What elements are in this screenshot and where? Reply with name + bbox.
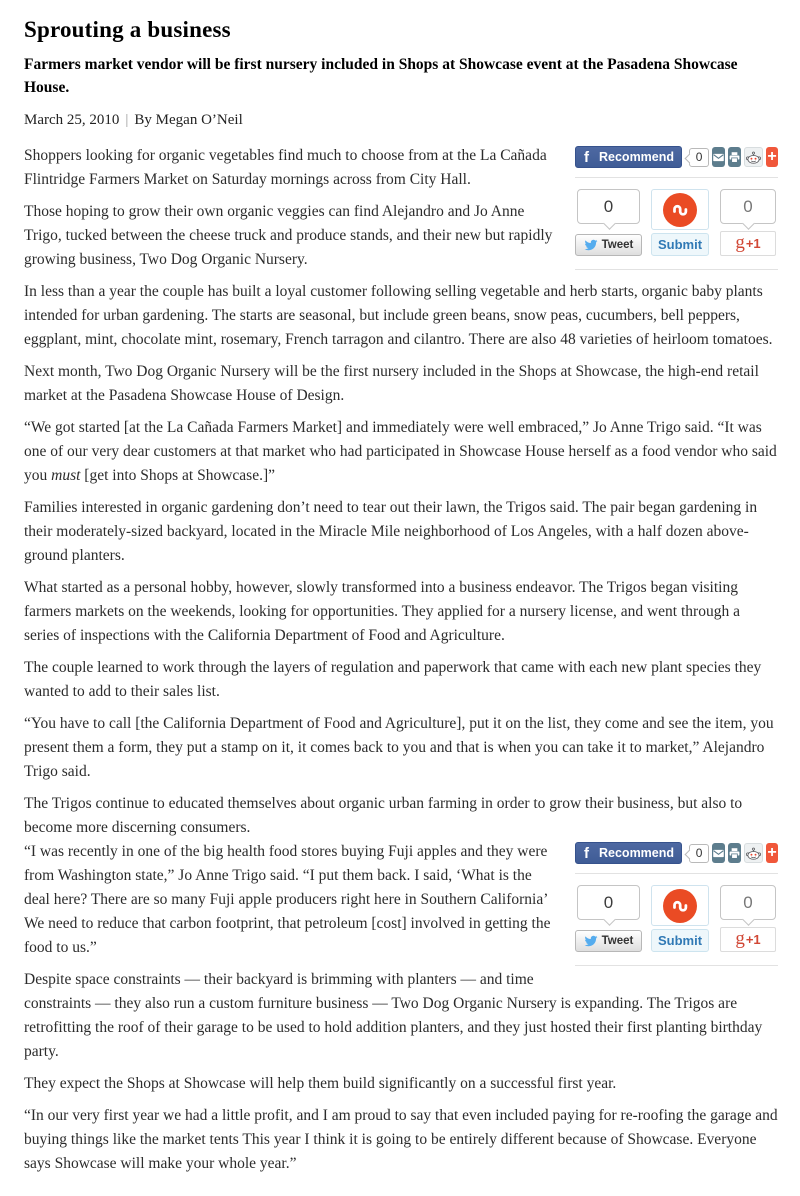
- social-share-widget-top: [575, 146, 778, 270]
- stumbleupon-submit-button[interactable]: Submit: [651, 233, 709, 256]
- gplus-widget: [720, 189, 776, 256]
- article-subtitle: Farmers market vendor will be first nursery included in Shops at Showcase event at the Pasadena Showcase House.: [24, 56, 738, 96]
- paragraph: “I was recently in one of the big health food stores buying Fuji apples and they were from Washington state,” Jo Anne Trigo said. “I put them back. I said, ‘What is the deal here? There are so many Fuji apple producers right here in Southern California’ We need to reduce that carbon footprint, that petroleum [cost] involved in getting the food to us.”: [24, 843, 551, 956]
- facebook-count-bubble: 0: [689, 844, 709, 863]
- gplus-button[interactable]: [720, 231, 776, 256]
- paragraph: They expect the Shops at Showcase will help them build significantly on a successful first year.: [24, 1075, 617, 1092]
- article-body: [24, 144, 778, 1176]
- share-plus-icon[interactable]: +: [767, 844, 777, 861]
- article-byline: By Megan O’Neil: [134, 112, 243, 128]
- tweet-count-bubble: 0: [577, 189, 640, 224]
- email-icon[interactable]: [712, 843, 725, 863]
- paragraph: “You have to call [the California Department of Food and Agriculture], put it on the list, they come and see the item, you present them a form, they put a stamp on it, it comes back to you and that is when you can take it to market,” Alejandro Trigo said.: [24, 715, 774, 780]
- share-buttons-row: [575, 874, 778, 966]
- paragraph: Despite space constraints — their backyard is brimming with planters — and time constraints — they also run a custom furniture business — Two Dog Organic Nursery is expanding. The Trigos are retrofitting the roof of their garage to be used to hold addition planters, and they just hosted their first planting birthday party.: [24, 971, 763, 1060]
- share-plus-icon[interactable]: +: [767, 148, 777, 165]
- print-icon[interactable]: [728, 147, 741, 167]
- paragraph: Shoppers looking for organic vegetables find much to choose from at the La Cañada Flintridge Farmers Market on Saturday mornings across from City Hall.: [24, 147, 547, 188]
- email-icon[interactable]: [712, 147, 725, 167]
- twitter-bird-icon: [584, 238, 598, 252]
- paragraph: “In our very first year we had a little profit, and I am proud to say that even included paying for re-roofing the garage and buying things like the market tents This year I think it is going to be entirely different because of Showcase. Everyone says Showcase will make your whole year.”: [24, 1107, 778, 1172]
- gplus-count-bubble: 0: [720, 189, 776, 224]
- gplus-one-label: +1: [745, 236, 761, 251]
- tweet-button[interactable]: [575, 234, 643, 256]
- stumbleupon-widget: [651, 189, 709, 256]
- paragraph: Next month, Two Dog Organic Nursery will be the first nursery included in the Shops at Showcase, the high-end retail market at the Pasadena Showcase House of Design.: [24, 363, 759, 404]
- facebook-recommend-label: Recommend: [599, 846, 675, 860]
- stumbleupon-widget: [651, 885, 709, 952]
- share-buttons-row: [575, 178, 778, 270]
- google-g-icon: g: [735, 928, 745, 949]
- paragraph: “We got started [at the La Cañada Farmers Market] and immediately were well embraced,” Jo Anne Trigo said. “It was one of our very dear customers at that market who had participated in Showcase House herself as a food vendor who said you must [get into Shops at Showcase.]”: [24, 419, 777, 484]
- twitter-bird-icon: [584, 934, 598, 948]
- stumbleupon-icon: [663, 193, 697, 227]
- article-date: March 25, 2010: [24, 112, 120, 128]
- facebook-count-bubble: 0: [689, 148, 709, 167]
- facebook-recommend-button[interactable]: [575, 146, 682, 168]
- stumbleupon-icon: [663, 889, 697, 923]
- google-g-icon: g: [735, 232, 745, 253]
- stumbleupon-submit-button[interactable]: Submit: [651, 929, 709, 952]
- facebook-icon: f: [584, 149, 589, 166]
- dateline: [24, 112, 778, 129]
- tweet-label: Tweet: [601, 935, 634, 947]
- paragraph: The couple learned to work through the layers of regulation and paperwork that came with each new plant species they wanted to add to their sales list.: [24, 659, 762, 700]
- tweet-count-bubble: 0: [577, 885, 640, 920]
- print-icon[interactable]: [728, 843, 741, 863]
- gplus-widget: [720, 885, 776, 952]
- facebook-recommend-button[interactable]: [575, 842, 682, 864]
- reddit-icon[interactable]: [744, 147, 763, 167]
- reddit-icon[interactable]: [744, 843, 763, 863]
- tweet-widget: [577, 189, 640, 256]
- gplus-button[interactable]: [720, 927, 776, 952]
- facebook-share-row: [575, 842, 778, 874]
- paragraph: Families interested in organic gardening don’t need to tear out their lawn, the Trigos said. The pair began gardening in their moderately-sized backyard, located in the Miracle Mile neighborhood of Los Angeles, with a half dozen above-ground planters.: [24, 499, 758, 564]
- page-title: Sprouting a business: [24, 17, 231, 42]
- facebook-share-row: [575, 146, 778, 178]
- stumbleupon-badge[interactable]: [651, 189, 709, 230]
- paragraph: Those hoping to grow their own organic veggies can find Alejandro and Jo Anne Trigo, tucked between the cheese truck and produce stands, and their new but rapidly growing business, Two Dog Organic Nursery.: [24, 203, 553, 268]
- paragraph: In less than a year the couple has built a loyal customer following selling vegetable and herb starts, organic baby plants intended for urban gardening. The starts are seasonal, but include green beans, snow peas, cucumbers, bell peppers, eggplant, mint, chocolate mint, rosemary, French tarragon and cilantro. There are also 48 varieties of heirloom tomatoes.: [24, 283, 773, 348]
- social-share-widget-bottom: [575, 842, 778, 966]
- stumbleupon-badge[interactable]: [651, 885, 709, 926]
- gplus-one-label: +1: [745, 932, 761, 947]
- tweet-button[interactable]: [575, 930, 643, 952]
- facebook-icon: f: [584, 845, 589, 862]
- paragraph: The Trigos continue to educated themselves about organic urban farming in order to grow their business, but also to become more discerning consumers.: [24, 795, 743, 836]
- tweet-label: Tweet: [601, 239, 634, 251]
- tweet-widget: [577, 885, 640, 952]
- facebook-recommend-label: Recommend: [599, 150, 675, 164]
- paragraph: What started as a personal hobby, however, slowly transformed into a business endeavor. The Trigos began visiting farmers markets on the weekends, looking for opportunities. They applied for a nursery license, and went through a series of inspections with the California Department of Food and Agriculture.: [24, 579, 740, 644]
- gplus-count-bubble: 0: [720, 885, 776, 920]
- dateline-separator: |: [125, 112, 129, 128]
